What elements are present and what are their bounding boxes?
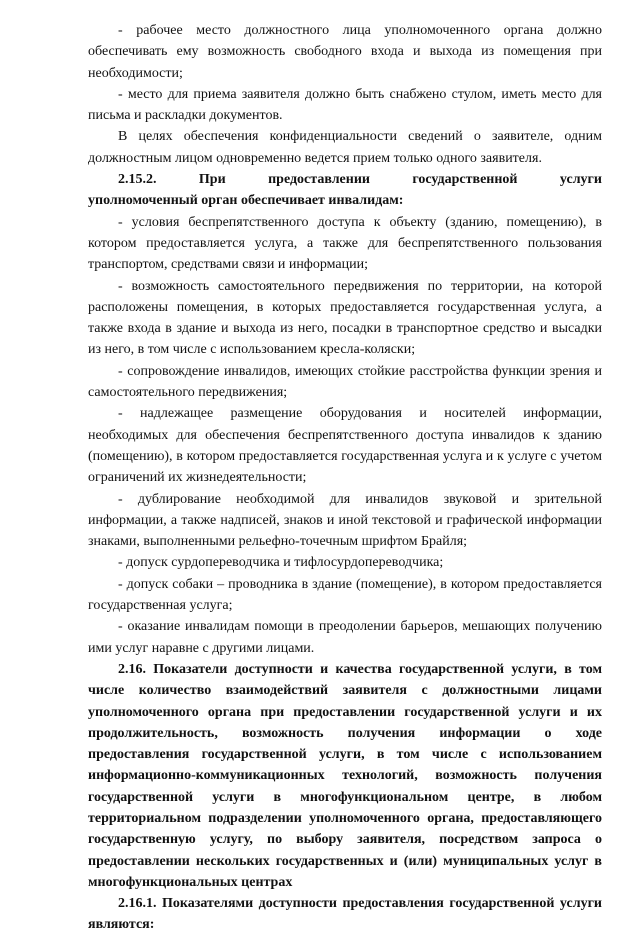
section-2-16-1: 2.16.1. Показателями доступности предоставления государственной услуги являются: bbox=[88, 896, 602, 933]
section-2-15-2-continuation: уполномоченный орган обеспечивает инвалидам: bbox=[88, 193, 404, 209]
heading-word: услуги bbox=[559, 172, 602, 188]
heading-word: государственной bbox=[412, 172, 518, 188]
list-item: - допуск собаки – проводника в здание (помещение), в котором предоставляется государственная услуга; bbox=[88, 576, 602, 614]
paragraph-confidentiality: В целях обеспечения конфиденциальности сведений о заявителе, одним должностным лицом одновременно ведется прием только одного заявителя. bbox=[88, 129, 602, 166]
list-item: - сопровождение инвалидов, имеющих стойкие расстройства функции зрения и самостоятельного передвижения; bbox=[88, 363, 602, 401]
heading-word: предоставлении bbox=[268, 172, 370, 188]
list-item: - надлежащее размещение оборудования и носителей информации, необходимых для обеспечения беспрепятственного доступа инвалидов к зданию (помещению), в котором предоставляется государственная услуга и к услуге с учетом ограничений их жизнедеятельности; bbox=[88, 406, 602, 486]
list-item: - дублирование необходимой для инвалидов звуковой и зрительной информации, а также надписей, знаков и иной текстовой и графической информации знаками, выполненными рельефно-точечным шрифтом Брайля; bbox=[88, 491, 602, 550]
list-item: - условия беспрепятственного доступа к объекту (зданию, помещению), в котором предоставляется услуга, а также для беспрепятственного пользования транспортом, средствами связи и информации; bbox=[88, 214, 602, 273]
list-item: - возможность самостоятельного передвижения по территории, на которой расположены помещения, в которых предоставляется государственная услуга, а также входа в здание и выхода из него, посадки в транспортное средство и высадки из него, в том числе с использованием кресла-коляски; bbox=[88, 278, 602, 358]
paragraph-workplace: - рабочее место должностного лица уполномоченного органа должно обеспечивать ему возможность свободного входа и выхода из помещения при необходимости; bbox=[88, 23, 602, 81]
section-number: 2.15.2. bbox=[118, 172, 157, 188]
list-item: - оказание инвалидам помощи в преодолении барьеров, мешающих получению ими услуг наравне с другими лицами. bbox=[88, 619, 602, 656]
paragraph-reception-place: - место для приема заявителя должно быть снабжено стулом, иметь место для письма и раскладки документов. bbox=[88, 86, 602, 124]
heading-word: При bbox=[198, 172, 226, 188]
section-2-15-2-heading bbox=[88, 169, 602, 190]
section-2-16: 2.16. Показатели доступности и качества государственной услуги, в том числе количество взаимодействий заявителя с должностными лицами уполномоченного органа при предоставлении государственной услуги и их продолжительность, возможность получения информации о ходе предоставления государственной услуги, в том числе с использованием информационно-коммуникационных технологий, возможность получения государственной услуги в многофункциональном центре, в любом территориальном подразделении уполномоченного органа, предоставляющего государственную услугу, по выбору заявителя, посредством запроса о предоставлении нескольких государственных и (или) муниципальных услуг в многофункциональных центрах bbox=[88, 661, 602, 890]
list-item: - допуск сурдопереводчика и тифлосурдопереводчика; bbox=[118, 555, 444, 571]
